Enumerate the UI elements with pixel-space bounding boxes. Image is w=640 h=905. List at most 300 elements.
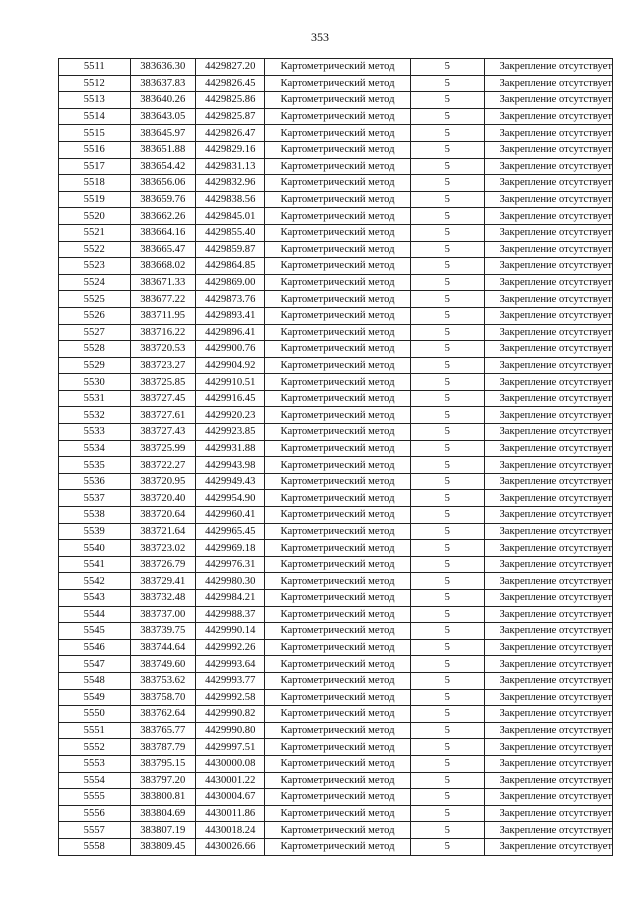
x-coordinate-cell: 383654.42 xyxy=(130,158,195,175)
point-number-cell: 5543 xyxy=(59,590,131,607)
x-coordinate-cell: 383716.22 xyxy=(130,324,195,341)
x-coordinate-cell: 383800.81 xyxy=(130,789,195,806)
fixation-cell: Закрепление отсутствует xyxy=(485,291,613,308)
y-coordinate-cell: 4429976.31 xyxy=(195,556,265,573)
table-row xyxy=(59,357,613,374)
accuracy-cell: 5 xyxy=(410,59,485,76)
accuracy-cell: 5 xyxy=(410,424,485,441)
method-cell: Картометрический метод xyxy=(265,590,410,607)
y-coordinate-cell: 4429869.00 xyxy=(195,274,265,291)
y-coordinate-cell: 4429943.98 xyxy=(195,457,265,474)
accuracy-cell: 5 xyxy=(410,706,485,723)
method-cell: Картометрический метод xyxy=(265,341,410,358)
point-number-cell: 5525 xyxy=(59,291,131,308)
table-row xyxy=(59,75,613,92)
x-coordinate-cell: 383711.95 xyxy=(130,307,195,324)
table-row xyxy=(59,639,613,656)
x-coordinate-cell: 383645.97 xyxy=(130,125,195,142)
fixation-cell: Закрепление отсутствует xyxy=(485,623,613,640)
table-row xyxy=(59,274,613,291)
table-row xyxy=(59,789,613,806)
accuracy-cell: 5 xyxy=(410,341,485,358)
fixation-cell: Закрепление отсутствует xyxy=(485,722,613,739)
x-coordinate-cell: 383753.62 xyxy=(130,672,195,689)
fixation-cell: Закрепление отсутствует xyxy=(485,590,613,607)
point-number-cell: 5554 xyxy=(59,772,131,789)
method-cell: Картометрический метод xyxy=(265,623,410,640)
method-cell: Картометрический метод xyxy=(265,540,410,557)
accuracy-cell: 5 xyxy=(410,241,485,258)
table-row xyxy=(59,490,613,507)
table-row xyxy=(59,523,613,540)
method-cell: Картометрический метод xyxy=(265,357,410,374)
table-row xyxy=(59,822,613,839)
point-number-cell: 5558 xyxy=(59,838,131,855)
x-coordinate-cell: 383677.22 xyxy=(130,291,195,308)
x-coordinate-cell: 383668.02 xyxy=(130,258,195,275)
accuracy-cell: 5 xyxy=(410,390,485,407)
accuracy-cell: 5 xyxy=(410,440,485,457)
point-number-cell: 5530 xyxy=(59,374,131,391)
fixation-cell: Закрепление отсутствует xyxy=(485,672,613,689)
point-number-cell: 5514 xyxy=(59,108,131,125)
accuracy-cell: 5 xyxy=(410,822,485,839)
y-coordinate-cell: 4429845.01 xyxy=(195,208,265,225)
accuracy-cell: 5 xyxy=(410,507,485,524)
fixation-cell: Закрепление отсутствует xyxy=(485,390,613,407)
point-number-cell: 5547 xyxy=(59,656,131,673)
fixation-cell: Закрепление отсутствует xyxy=(485,573,613,590)
point-number-cell: 5549 xyxy=(59,689,131,706)
method-cell: Картометрический метод xyxy=(265,75,410,92)
accuracy-cell: 5 xyxy=(410,357,485,374)
point-number-cell: 5538 xyxy=(59,507,131,524)
accuracy-cell: 5 xyxy=(410,307,485,324)
y-coordinate-cell: 4429993.64 xyxy=(195,656,265,673)
y-coordinate-cell: 4429980.30 xyxy=(195,573,265,590)
method-cell: Картометрический метод xyxy=(265,838,410,855)
y-coordinate-cell: 4429993.77 xyxy=(195,672,265,689)
table-row xyxy=(59,374,613,391)
method-cell: Картометрический метод xyxy=(265,755,410,772)
method-cell: Картометрический метод xyxy=(265,407,410,424)
accuracy-cell: 5 xyxy=(410,324,485,341)
y-coordinate-cell: 4429960.41 xyxy=(195,507,265,524)
table-row xyxy=(59,440,613,457)
point-number-cell: 5533 xyxy=(59,424,131,441)
x-coordinate-cell: 383636.30 xyxy=(130,59,195,76)
table-row xyxy=(59,507,613,524)
fixation-cell: Закрепление отсутствует xyxy=(485,125,613,142)
table-body xyxy=(59,59,613,856)
method-cell: Картометрический метод xyxy=(265,606,410,623)
fixation-cell: Закрепление отсутствует xyxy=(485,224,613,241)
point-number-cell: 5532 xyxy=(59,407,131,424)
method-cell: Картометрический метод xyxy=(265,805,410,822)
accuracy-cell: 5 xyxy=(410,639,485,656)
y-coordinate-cell: 4429920.23 xyxy=(195,407,265,424)
point-number-cell: 5553 xyxy=(59,755,131,772)
method-cell: Картометрический метод xyxy=(265,92,410,109)
point-number-cell: 5513 xyxy=(59,92,131,109)
point-number-cell: 5539 xyxy=(59,523,131,540)
method-cell: Картометрический метод xyxy=(265,291,410,308)
method-cell: Картометрический метод xyxy=(265,490,410,507)
x-coordinate-cell: 383640.26 xyxy=(130,92,195,109)
accuracy-cell: 5 xyxy=(410,540,485,557)
y-coordinate-cell: 4429931.88 xyxy=(195,440,265,457)
y-coordinate-cell: 4429864.85 xyxy=(195,258,265,275)
accuracy-cell: 5 xyxy=(410,656,485,673)
point-number-cell: 5542 xyxy=(59,573,131,590)
method-cell: Картометрический метод xyxy=(265,473,410,490)
fixation-cell: Закрепление отсутствует xyxy=(485,108,613,125)
y-coordinate-cell: 4430001.22 xyxy=(195,772,265,789)
method-cell: Картометрический метод xyxy=(265,274,410,291)
method-cell: Картометрический метод xyxy=(265,523,410,540)
y-coordinate-cell: 4429923.85 xyxy=(195,424,265,441)
point-number-cell: 5523 xyxy=(59,258,131,275)
accuracy-cell: 5 xyxy=(410,672,485,689)
x-coordinate-cell: 383804.69 xyxy=(130,805,195,822)
fixation-cell: Закрепление отсутствует xyxy=(485,473,613,490)
accuracy-cell: 5 xyxy=(410,108,485,125)
method-cell: Картометрический метод xyxy=(265,158,410,175)
accuracy-cell: 5 xyxy=(410,141,485,158)
fixation-cell: Закрепление отсутствует xyxy=(485,540,613,557)
y-coordinate-cell: 4429990.80 xyxy=(195,722,265,739)
fixation-cell: Закрепление отсутствует xyxy=(485,639,613,656)
table-row xyxy=(59,92,613,109)
point-number-cell: 5524 xyxy=(59,274,131,291)
y-coordinate-cell: 4429990.14 xyxy=(195,623,265,640)
x-coordinate-cell: 383637.83 xyxy=(130,75,195,92)
table-row xyxy=(59,108,613,125)
accuracy-cell: 5 xyxy=(410,191,485,208)
method-cell: Картометрический метод xyxy=(265,573,410,590)
y-coordinate-cell: 4429873.76 xyxy=(195,291,265,308)
table-row xyxy=(59,573,613,590)
x-coordinate-cell: 383723.27 xyxy=(130,357,195,374)
accuracy-cell: 5 xyxy=(410,573,485,590)
fixation-cell: Закрепление отсутствует xyxy=(485,656,613,673)
accuracy-cell: 5 xyxy=(410,75,485,92)
table-row xyxy=(59,125,613,142)
x-coordinate-cell: 383737.00 xyxy=(130,606,195,623)
x-coordinate-cell: 383659.76 xyxy=(130,191,195,208)
method-cell: Картометрический метод xyxy=(265,789,410,806)
method-cell: Картометрический метод xyxy=(265,639,410,656)
method-cell: Картометрический метод xyxy=(265,739,410,756)
fixation-cell: Закрепление отсутствует xyxy=(485,274,613,291)
x-coordinate-cell: 383729.41 xyxy=(130,573,195,590)
accuracy-cell: 5 xyxy=(410,407,485,424)
accuracy-cell: 5 xyxy=(410,158,485,175)
x-coordinate-cell: 383720.64 xyxy=(130,507,195,524)
fixation-cell: Закрепление отсутствует xyxy=(485,241,613,258)
table-row xyxy=(59,838,613,855)
method-cell: Картометрический метод xyxy=(265,125,410,142)
point-number-cell: 5522 xyxy=(59,241,131,258)
y-coordinate-cell: 4429965.45 xyxy=(195,523,265,540)
method-cell: Картометрический метод xyxy=(265,191,410,208)
accuracy-cell: 5 xyxy=(410,722,485,739)
x-coordinate-cell: 383749.60 xyxy=(130,656,195,673)
coordinates-table xyxy=(58,58,613,856)
point-number-cell: 5534 xyxy=(59,440,131,457)
x-coordinate-cell: 383671.33 xyxy=(130,274,195,291)
point-number-cell: 5526 xyxy=(59,307,131,324)
method-cell: Картометрический метод xyxy=(265,390,410,407)
method-cell: Картометрический метод xyxy=(265,241,410,258)
fixation-cell: Закрепление отсутствует xyxy=(485,440,613,457)
x-coordinate-cell: 383656.06 xyxy=(130,175,195,192)
x-coordinate-cell: 383720.95 xyxy=(130,473,195,490)
y-coordinate-cell: 4430018.24 xyxy=(195,822,265,839)
fixation-cell: Закрепление отсутствует xyxy=(485,341,613,358)
table-row xyxy=(59,706,613,723)
y-coordinate-cell: 4429831.13 xyxy=(195,158,265,175)
x-coordinate-cell: 383643.05 xyxy=(130,108,195,125)
x-coordinate-cell: 383651.88 xyxy=(130,141,195,158)
x-coordinate-cell: 383665.47 xyxy=(130,241,195,258)
y-coordinate-cell: 4429984.21 xyxy=(195,590,265,607)
point-number-cell: 5557 xyxy=(59,822,131,839)
x-coordinate-cell: 383732.48 xyxy=(130,590,195,607)
point-number-cell: 5541 xyxy=(59,556,131,573)
table-row xyxy=(59,473,613,490)
fixation-cell: Закрепление отсутствует xyxy=(485,374,613,391)
method-cell: Картометрический метод xyxy=(265,208,410,225)
table-row xyxy=(59,224,613,241)
accuracy-cell: 5 xyxy=(410,689,485,706)
fixation-cell: Закрепление отсутствует xyxy=(485,191,613,208)
table-row xyxy=(59,805,613,822)
method-cell: Картометрический метод xyxy=(265,141,410,158)
x-coordinate-cell: 383795.15 xyxy=(130,755,195,772)
x-coordinate-cell: 383725.99 xyxy=(130,440,195,457)
accuracy-cell: 5 xyxy=(410,556,485,573)
accuracy-cell: 5 xyxy=(410,291,485,308)
point-number-cell: 5517 xyxy=(59,158,131,175)
accuracy-cell: 5 xyxy=(410,805,485,822)
accuracy-cell: 5 xyxy=(410,523,485,540)
fixation-cell: Закрепление отсутствует xyxy=(485,523,613,540)
fixation-cell: Закрепление отсутствует xyxy=(485,689,613,706)
point-number-cell: 5556 xyxy=(59,805,131,822)
accuracy-cell: 5 xyxy=(410,772,485,789)
y-coordinate-cell: 4429893.41 xyxy=(195,307,265,324)
accuracy-cell: 5 xyxy=(410,606,485,623)
point-number-cell: 5518 xyxy=(59,175,131,192)
accuracy-cell: 5 xyxy=(410,755,485,772)
table-row xyxy=(59,623,613,640)
y-coordinate-cell: 4429827.20 xyxy=(195,59,265,76)
fixation-cell: Закрепление отсутствует xyxy=(485,706,613,723)
accuracy-cell: 5 xyxy=(410,125,485,142)
table-row xyxy=(59,407,613,424)
y-coordinate-cell: 4429949.43 xyxy=(195,473,265,490)
point-number-cell: 5550 xyxy=(59,706,131,723)
point-number-cell: 5512 xyxy=(59,75,131,92)
y-coordinate-cell: 4430026.66 xyxy=(195,838,265,855)
table-row xyxy=(59,457,613,474)
fixation-cell: Закрепление отсутствует xyxy=(485,307,613,324)
x-coordinate-cell: 383739.75 xyxy=(130,623,195,640)
point-number-cell: 5544 xyxy=(59,606,131,623)
accuracy-cell: 5 xyxy=(410,623,485,640)
point-number-cell: 5555 xyxy=(59,789,131,806)
y-coordinate-cell: 4430011.86 xyxy=(195,805,265,822)
method-cell: Картометрический метод xyxy=(265,689,410,706)
accuracy-cell: 5 xyxy=(410,473,485,490)
point-number-cell: 5519 xyxy=(59,191,131,208)
table-row xyxy=(59,59,613,76)
fixation-cell: Закрепление отсутствует xyxy=(485,208,613,225)
fixation-cell: Закрепление отсутствует xyxy=(485,755,613,772)
x-coordinate-cell: 383744.64 xyxy=(130,639,195,656)
point-number-cell: 5537 xyxy=(59,490,131,507)
y-coordinate-cell: 4429826.45 xyxy=(195,75,265,92)
point-number-cell: 5546 xyxy=(59,639,131,656)
table-row xyxy=(59,390,613,407)
accuracy-cell: 5 xyxy=(410,457,485,474)
x-coordinate-cell: 383721.64 xyxy=(130,523,195,540)
accuracy-cell: 5 xyxy=(410,92,485,109)
method-cell: Картометрический метод xyxy=(265,672,410,689)
method-cell: Картометрический метод xyxy=(265,258,410,275)
method-cell: Картометрический метод xyxy=(265,507,410,524)
method-cell: Картометрический метод xyxy=(265,324,410,341)
table-row xyxy=(59,424,613,441)
fixation-cell: Закрепление отсутствует xyxy=(485,556,613,573)
x-coordinate-cell: 383765.77 xyxy=(130,722,195,739)
y-coordinate-cell: 4429832.96 xyxy=(195,175,265,192)
fixation-cell: Закрепление отсутствует xyxy=(485,92,613,109)
y-coordinate-cell: 4429896.41 xyxy=(195,324,265,341)
page-number: 353 xyxy=(311,30,329,44)
y-coordinate-cell: 4429992.26 xyxy=(195,639,265,656)
point-number-cell: 5531 xyxy=(59,390,131,407)
table-row xyxy=(59,241,613,258)
table-row xyxy=(59,606,613,623)
table-row xyxy=(59,158,613,175)
y-coordinate-cell: 4430000.08 xyxy=(195,755,265,772)
fixation-cell: Закрепление отсутствует xyxy=(485,457,613,474)
fixation-cell: Закрепление отсутствует xyxy=(485,357,613,374)
table-row xyxy=(59,689,613,706)
accuracy-cell: 5 xyxy=(410,175,485,192)
y-coordinate-cell: 4429910.51 xyxy=(195,374,265,391)
accuracy-cell: 5 xyxy=(410,739,485,756)
point-number-cell: 5528 xyxy=(59,341,131,358)
y-coordinate-cell: 4429838.56 xyxy=(195,191,265,208)
point-number-cell: 5552 xyxy=(59,739,131,756)
fixation-cell: Закрепление отсутствует xyxy=(485,324,613,341)
table-row xyxy=(59,141,613,158)
fixation-cell: Закрепление отсутствует xyxy=(485,490,613,507)
x-coordinate-cell: 383807.19 xyxy=(130,822,195,839)
accuracy-cell: 5 xyxy=(410,224,485,241)
y-coordinate-cell: 4429916.45 xyxy=(195,390,265,407)
method-cell: Картометрический метод xyxy=(265,374,410,391)
fixation-cell: Закрепление отсутствует xyxy=(485,789,613,806)
x-coordinate-cell: 383722.27 xyxy=(130,457,195,474)
y-coordinate-cell: 4429855.40 xyxy=(195,224,265,241)
y-coordinate-cell: 4429829.16 xyxy=(195,141,265,158)
table-row xyxy=(59,324,613,341)
method-cell: Картометрический метод xyxy=(265,424,410,441)
table-row xyxy=(59,208,613,225)
x-coordinate-cell: 383727.61 xyxy=(130,407,195,424)
x-coordinate-cell: 383726.79 xyxy=(130,556,195,573)
y-coordinate-cell: 4429825.87 xyxy=(195,108,265,125)
fixation-cell: Закрепление отсутствует xyxy=(485,822,613,839)
table-row xyxy=(59,258,613,275)
x-coordinate-cell: 383720.40 xyxy=(130,490,195,507)
method-cell: Картометрический метод xyxy=(265,772,410,789)
x-coordinate-cell: 383809.45 xyxy=(130,838,195,855)
y-coordinate-cell: 4429826.47 xyxy=(195,125,265,142)
method-cell: Картометрический метод xyxy=(265,656,410,673)
x-coordinate-cell: 383762.64 xyxy=(130,706,195,723)
y-coordinate-cell: 4429988.37 xyxy=(195,606,265,623)
point-number-cell: 5548 xyxy=(59,672,131,689)
table-row xyxy=(59,175,613,192)
method-cell: Картометрический метод xyxy=(265,457,410,474)
y-coordinate-cell: 4429859.87 xyxy=(195,241,265,258)
point-number-cell: 5551 xyxy=(59,722,131,739)
fixation-cell: Закрепление отсутствует xyxy=(485,407,613,424)
table-row xyxy=(59,590,613,607)
point-number-cell: 5540 xyxy=(59,540,131,557)
method-cell: Картометрический метод xyxy=(265,706,410,723)
table-row xyxy=(59,755,613,772)
table-row xyxy=(59,722,613,739)
accuracy-cell: 5 xyxy=(410,490,485,507)
table-row xyxy=(59,191,613,208)
y-coordinate-cell: 4429992.58 xyxy=(195,689,265,706)
accuracy-cell: 5 xyxy=(410,590,485,607)
table-row xyxy=(59,656,613,673)
fixation-cell: Закрепление отсутствует xyxy=(485,158,613,175)
method-cell: Картометрический метод xyxy=(265,59,410,76)
method-cell: Картометрический метод xyxy=(265,722,410,739)
method-cell: Картометрический метод xyxy=(265,108,410,125)
table-row xyxy=(59,341,613,358)
table-row xyxy=(59,556,613,573)
fixation-cell: Закрепление отсутствует xyxy=(485,739,613,756)
fixation-cell: Закрепление отсутствует xyxy=(485,75,613,92)
point-number-cell: 5520 xyxy=(59,208,131,225)
point-number-cell: 5515 xyxy=(59,125,131,142)
table-row xyxy=(59,291,613,308)
table-row xyxy=(59,672,613,689)
fixation-cell: Закрепление отсутствует xyxy=(485,805,613,822)
fixation-cell: Закрепление отсутствует xyxy=(485,507,613,524)
table-row xyxy=(59,739,613,756)
point-number-cell: 5511 xyxy=(59,59,131,76)
y-coordinate-cell: 4429825.86 xyxy=(195,92,265,109)
y-coordinate-cell: 4429990.82 xyxy=(195,706,265,723)
x-coordinate-cell: 383727.45 xyxy=(130,390,195,407)
method-cell: Картометрический метод xyxy=(265,440,410,457)
fixation-cell: Закрепление отсутствует xyxy=(485,258,613,275)
y-coordinate-cell: 4430004.67 xyxy=(195,789,265,806)
y-coordinate-cell: 4429997.51 xyxy=(195,739,265,756)
x-coordinate-cell: 383664.16 xyxy=(130,224,195,241)
y-coordinate-cell: 4429954.90 xyxy=(195,490,265,507)
